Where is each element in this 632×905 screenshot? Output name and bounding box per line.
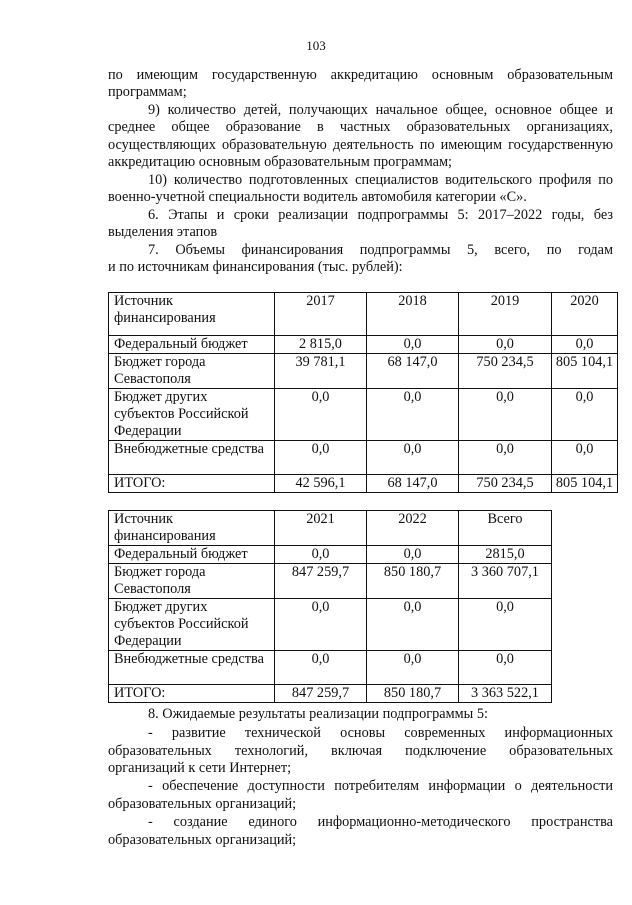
table-row — [109, 441, 618, 475]
table-cell: 805 104,1 — [552, 354, 618, 389]
table-cell: 0,0 — [275, 389, 367, 441]
section-7-line1: 7. Объемы финансирования подпрограммы 5, всего, по годам — [148, 242, 613, 258]
table-header-row — [109, 293, 618, 336]
table-cell: 850 180,7 — [367, 564, 459, 599]
table-cell: 3 363 522,1 — [459, 685, 552, 703]
section-7-line2: и по источникам финансирования (тыс. рублей): — [108, 259, 403, 275]
table-cell: 39 781,1 — [275, 354, 367, 389]
item-9-line4: аккредитацию основным образовательным программам; — [108, 154, 453, 170]
result-3-line2: образовательных организаций; — [108, 832, 297, 848]
table-cell: 0,0 — [459, 336, 552, 354]
header-year: 2018 — [367, 293, 459, 336]
section-6-line1: 6. Этапы и сроки реализации подпрограммы 5: 2017–2022 годы, без — [148, 207, 613, 223]
row-label: Внебюджетные средства — [109, 651, 275, 685]
row-label: Федеральный бюджет — [109, 336, 275, 354]
table-row — [109, 651, 552, 685]
table-cell: 0,0 — [367, 336, 459, 354]
table-cell: 0,0 — [459, 389, 552, 441]
table-cell: 0,0 — [367, 441, 459, 475]
header-year: 2017 — [275, 293, 367, 336]
table-cell: 3 360 707,1 — [459, 564, 552, 599]
row-label: Внебюджетные средства — [109, 441, 275, 475]
result-3-line1: - создание единого информационно-методического пространства — [148, 814, 613, 830]
header-year: 2019 — [459, 293, 552, 336]
row-label: Бюджет города Севастополя — [109, 354, 275, 389]
financing-table-2021-total — [108, 510, 552, 703]
result-1-line1: - развитие технической основы современных информационных — [148, 725, 613, 741]
paragraph-accreditation-line2: программам; — [108, 84, 187, 100]
table-row — [109, 336, 618, 354]
table-row — [109, 354, 618, 389]
item-9-line1: 9) количество детей, получающих начальное общее, основное общее и — [148, 102, 613, 118]
table-cell: 850 180,7 — [367, 685, 459, 703]
table-cell: 0,0 — [459, 441, 552, 475]
table-cell: 805 104,1 — [552, 475, 618, 493]
table-cell: 0,0 — [552, 441, 618, 475]
result-1-line3: организаций к сети Интернет; — [108, 760, 292, 776]
item-9-line2: среднее общее образование в частных образовательных организациях, — [108, 119, 613, 135]
table-cell: 68 147,0 — [367, 475, 459, 493]
table-cell: 0,0 — [367, 389, 459, 441]
result-1-line2: образовательных технологий, включая подключение образовательных — [108, 743, 613, 759]
table-cell: 68 147,0 — [367, 354, 459, 389]
row-label: Бюджет других субъектов Российской Федерации — [109, 599, 275, 651]
table-cell: 0,0 — [459, 599, 552, 651]
table-cell: 0,0 — [275, 599, 367, 651]
row-label: Федеральный бюджет — [109, 546, 275, 564]
table-total-row — [109, 685, 552, 703]
header-year: 2021 — [275, 511, 367, 546]
table-cell: 0,0 — [552, 336, 618, 354]
table-cell: 0,0 — [552, 389, 618, 441]
result-2-line2: образовательных организаций; — [108, 796, 297, 812]
table-cell: 2 815,0 — [275, 336, 367, 354]
paragraph-accreditation-line1: по имеющим государственную аккредитацию основным образовательным — [108, 67, 613, 83]
page-number: 103 — [306, 38, 326, 53]
header-year: 2022 — [367, 511, 459, 546]
table-row — [109, 546, 552, 564]
item-10-line1: 10) количество подготовленных специалистов водительского профиля по — [148, 172, 613, 188]
table-row — [109, 564, 552, 599]
table-cell: 0,0 — [275, 651, 367, 685]
result-2-line1: - обеспечение доступности потребителям информации о деятельности — [148, 778, 613, 794]
table-cell: 847 259,7 — [275, 564, 367, 599]
header-total: Всего — [459, 511, 552, 546]
table-cell: 2815,0 — [459, 546, 552, 564]
table-row — [109, 389, 618, 441]
table-cell: 0,0 — [275, 546, 367, 564]
table-cell: 0,0 — [459, 651, 552, 685]
section-8-heading: 8. Ожидаемые результаты реализации подпрограммы 5: — [148, 706, 488, 722]
table-cell: 750 234,5 — [459, 354, 552, 389]
table-cell: 0,0 — [367, 651, 459, 685]
item-10-line2: военно-учетной специальности водитель автомобиля категории «С». — [108, 189, 527, 205]
table-total-row — [109, 475, 618, 493]
row-label: ИТОГО: — [109, 475, 275, 493]
financing-table-2017-2020 — [108, 292, 618, 493]
row-label: ИТОГО: — [109, 685, 275, 703]
row-label: Бюджет других субъектов Российской Федерации — [109, 389, 275, 441]
header-source: Источник финансирования — [109, 293, 275, 336]
table-cell: 847 259,7 — [275, 685, 367, 703]
table-cell: 0,0 — [367, 546, 459, 564]
table-row — [109, 599, 552, 651]
table-cell: 0,0 — [275, 441, 367, 475]
header-source: Источник финансирования — [109, 511, 275, 546]
table-header-row — [109, 511, 552, 546]
item-9-line3: осуществляющих образовательную деятельность по имеющим государственную — [108, 137, 613, 153]
section-6-line2: выделения этапов — [108, 224, 218, 240]
table-cell: 0,0 — [367, 599, 459, 651]
header-year: 2020 — [552, 293, 618, 336]
table-cell: 42 596,1 — [275, 475, 367, 493]
row-label: Бюджет города Севастополя — [109, 564, 275, 599]
table-cell: 750 234,5 — [459, 475, 552, 493]
